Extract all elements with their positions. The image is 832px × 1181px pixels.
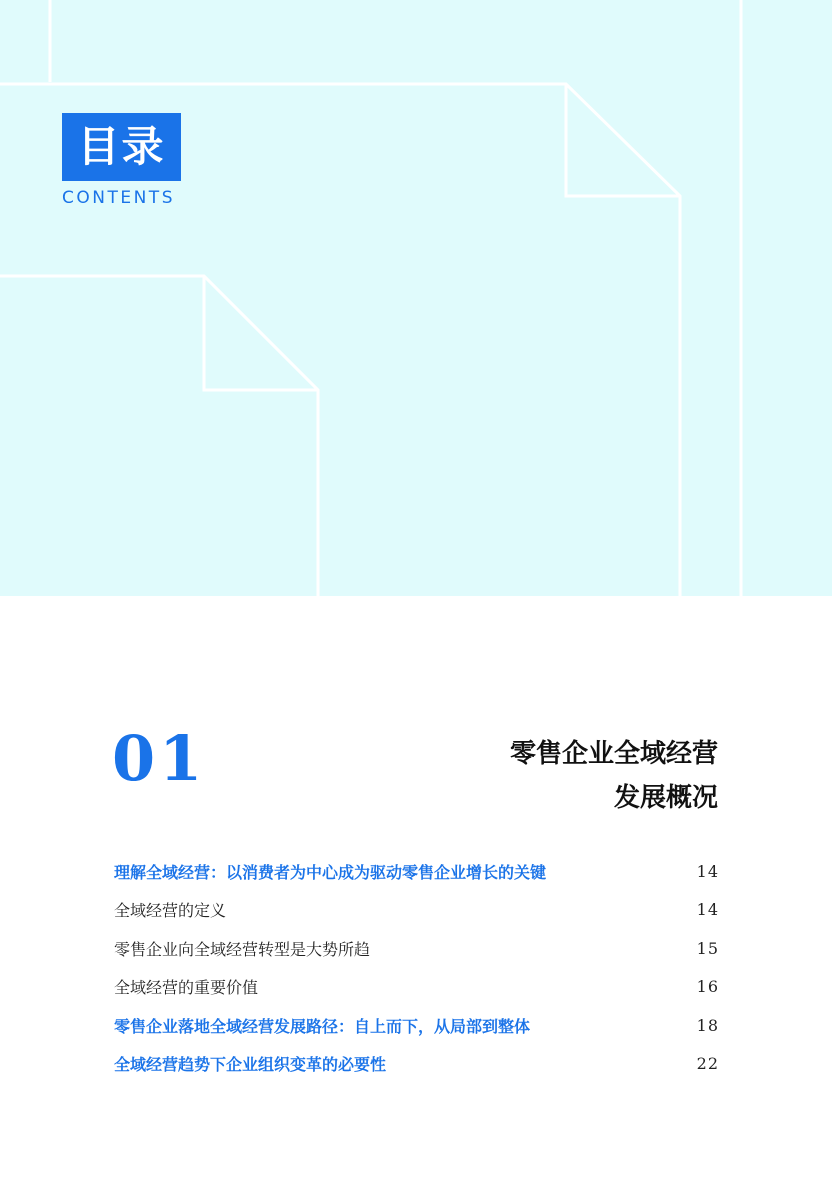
- page-subtitle: CONTENTS: [62, 188, 175, 208]
- toc-item[interactable]: [114, 852, 719, 891]
- toc-item[interactable]: [114, 1006, 719, 1045]
- toc-item-page: 22: [696, 1054, 719, 1074]
- toc-item-page: 14: [696, 861, 719, 881]
- toc-item-label: 全域经营的定义: [114, 901, 227, 921]
- toc-item[interactable]: [114, 929, 719, 968]
- toc-item-page: 16: [696, 977, 719, 997]
- toc-item-page: 15: [696, 938, 719, 958]
- toc-item-label: 全域经营的重要价值: [114, 978, 259, 998]
- toc-item[interactable]: [114, 891, 719, 930]
- toc-item[interactable]: [114, 1045, 719, 1084]
- chapter-title-line2: 发展概况: [613, 783, 718, 813]
- page-title: 目录: [62, 113, 181, 181]
- toc-item-label: 零售企业落地全域经营发展路径：自上而下，从局部到整体: [114, 1016, 531, 1036]
- toc-item-label: 全域经营趋势下企业组织变革的必要性: [114, 1055, 387, 1075]
- chapter-title-line1: 零售企业全域经营: [509, 739, 718, 769]
- chapter-number: 01: [112, 722, 207, 795]
- toc-item-page: 18: [696, 1015, 719, 1035]
- toc-item-label: 理解全域经营：以消费者为中心成为驱动零售企业增长的关键: [114, 862, 547, 882]
- toc-item-page: 14: [696, 900, 719, 920]
- chapter-title: [358, 732, 718, 820]
- toc-item-label: 零售企业向全域经营转型是大势所趋: [114, 939, 371, 959]
- toc-list: [114, 852, 719, 1083]
- toc-item[interactable]: [114, 968, 719, 1007]
